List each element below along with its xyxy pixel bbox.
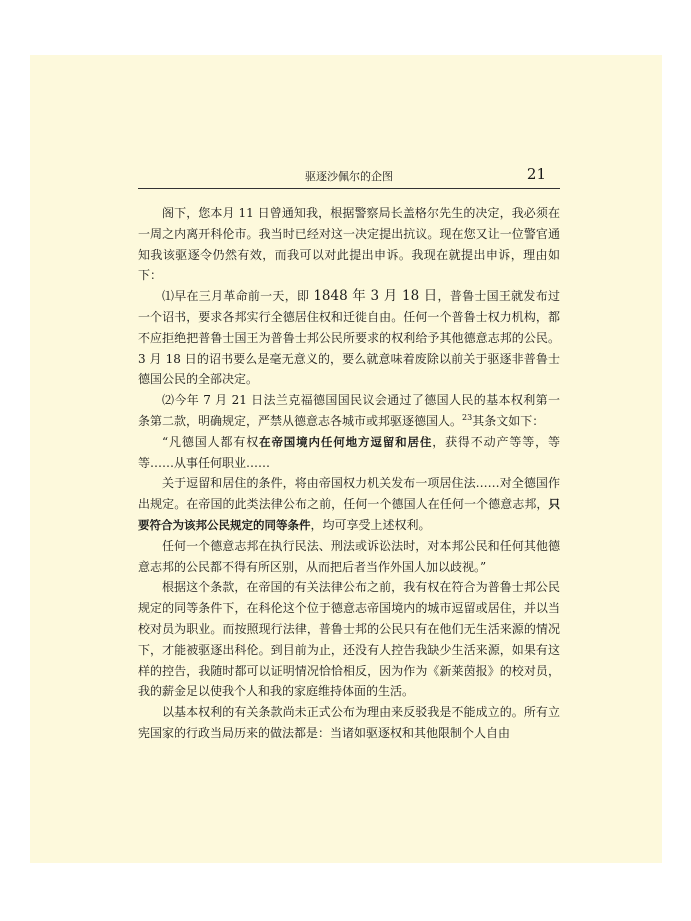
date-highlight: 1848 年 3 月 18 日 (313, 288, 438, 305)
body-text (138, 203, 560, 744)
footnote-marker: 23 (462, 412, 473, 422)
paragraph-1: 阁下，您本月 11 日曾通知我，根据警察局长盖格尔先生的决定，我必须在一周之内离开科伦市。我当时已经对这一决定提出抗议。现在您又让一位警官通知我该驱逐令仍然有效，而我可以对此提出申诉。我现在就提出申诉，理由如下： (138, 206, 560, 283)
paragraph-4: “凡德国人都有权在帝国境内任何地方逗留和居住，获得不动产等等，等等……从事任何职业…… (138, 434, 560, 470)
paragraph-5: 关于逗留和居住的条件，将由帝国权力机关发布一项居住法……对全德国作出规定。在帝国的此类法律公布之前，任何一个德国人在任何一个德意志邦，只要符合为该邦公民规定的同等条件，均可享受上述权利。 (138, 476, 560, 532)
bold-emphasis: 在帝国境内任何地方逗留和居住 (259, 434, 433, 449)
paragraph-8: 以基本权利的有关条款尚未正式公布为理由来反驳我是不能成立的。所有立宪国家的行政当局历来的做法都是：当诸如驱逐权和其他限制个人自由 (138, 705, 560, 740)
running-title: 驱逐沙佩尔的企图 (305, 170, 393, 183)
page-header (138, 166, 560, 189)
paragraph-6: 任何一个德意志邦在执行民法、刑法或诉讼法时，对本邦公民和任何其他德意志邦的公民都不得有所区别，从而把后者当作外国人加以歧视。” (138, 538, 560, 574)
bold-emphasis: 只要符合为该邦公民规定的同等条件 (138, 497, 560, 532)
page-number: 21 (526, 165, 546, 183)
paragraph-2: ⑴早在三月革命前一天，即 1848 年 3 月 18 日，普鲁士国王就发布过一个诏书，要求各邦实行全德居住权和迁徙自由。任何一个普鲁士权力机构，都不应拒绝把普鲁士国王为普鲁士邦公民所要求的权利给予其他德意志邦的公民。3 月 18 日的诏书要么是毫无意义的，要么就意味着废除以前关于驱逐非普鲁士德国公民的全部决定。 (138, 288, 560, 387)
paragraph-3: ⑵今年 7 月 21 日法兰克福德国国民议会通过了德国人民的基本权利第一条第二款，明确规定，严禁从德意志各城市或邦驱逐德国人。$^{23}$其条文如下： (138, 393, 560, 428)
paragraph-7: 根据这个条款，在帝国的有关法律公布之前，我有权在符合为普鲁士邦公民规定的同等条件下，在科伦这个位于德意志帝国境内的城市逗留或居住，并以当校对员为职业。而按照现行法律，普鲁士邦的公民只有在他们无生活来源的情况下，才能被驱逐出科伦。到目前为止，还没有人控告我缺少生活来源，如果有这样的控告，我随时都可以证明情况恰恰相反，因为作为《新莱茵报》的校对员，我的薪金足以使我个人和我的家庭维持体面的生活。 (138, 580, 560, 699)
